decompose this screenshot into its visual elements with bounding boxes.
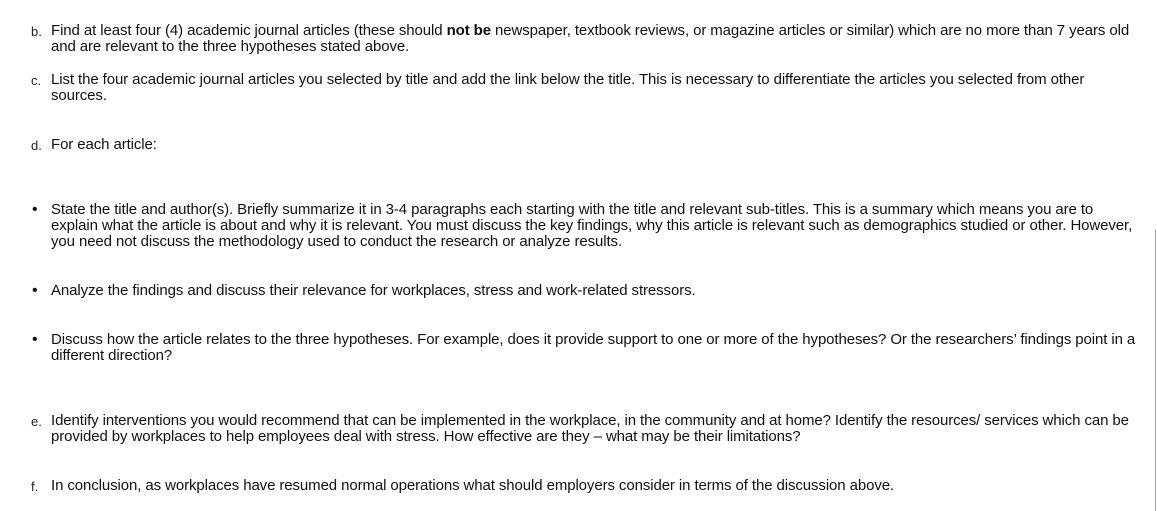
list-item-b-text (51, 23, 1143, 55)
list-marker-c: c. (31, 73, 42, 88)
list-item-f-text: In conclusion, as workplaces have resumed normal operations what should employers consider in terms of the discussion above. (51, 477, 895, 494)
list-item-e (31, 413, 1143, 445)
list-item-b-text-start: Find at least four (4) academic journal articles (these should (51, 22, 447, 39)
bullet-item-summary (32, 202, 1144, 250)
list-item-e-text: Identify interventions you would recommend that can be implemented in the workplace, in the community and at home? Identify the resources/ services which can be provided by workplaces to help employees deal with stress. How effective are they – what may be their limitations? (51, 412, 1129, 445)
emphasis-not-be: not be (446, 22, 491, 39)
bullet-point: • (32, 201, 38, 218)
list-item-d (31, 137, 1143, 154)
bullet-item-analyze (32, 283, 1144, 299)
bullet-point: • (32, 282, 38, 299)
list-item-b-text-end: newspaper, textbook reviews, or magazine articles or similar) which are no more than 7 years old and are relevant to the three hypotheses stated above. (51, 22, 1130, 55)
bullet-item-hypotheses (32, 332, 1144, 364)
list-item-d-text: For each article: (51, 136, 157, 153)
list-marker-d: d. (31, 138, 42, 153)
list-item-c-text: List the four academic journal articles you selected by title and add the link below the title. This is necessary to differentiate the articles you selected from other sources. (51, 71, 1085, 104)
list-item-c (31, 72, 1143, 104)
list-item-b (31, 23, 1143, 55)
bullet-item-text: Discuss how the article relates to the three hypotheses. For example, does it provide support to one or more of the hypotheses? Or the researchers’ findings point in a different direction? (51, 331, 1136, 364)
list-item-f (31, 478, 1143, 495)
list-marker-e: e. (31, 414, 42, 429)
bullet-point: • (32, 331, 38, 348)
bullet-item-text: Analyze the findings and discuss their relevance for workplaces, stress and work-related stressors. (51, 282, 696, 299)
bullet-item-text: State the title and author(s). Briefly summarize it in 3-4 paragraphs each starting with the title and relevant sub-titles. This is a summary which means you are to explain what the article is about and why it is relevant. You must discuss the key findings, why this article is relevant such as demographics studied or other. However, you need not discuss the methodology used to conduct the research or analyze results. (51, 201, 1133, 250)
list-marker-f: f. (31, 479, 39, 494)
page-edge-divider (1155, 230, 1156, 511)
list-marker-b: b. (31, 24, 42, 39)
